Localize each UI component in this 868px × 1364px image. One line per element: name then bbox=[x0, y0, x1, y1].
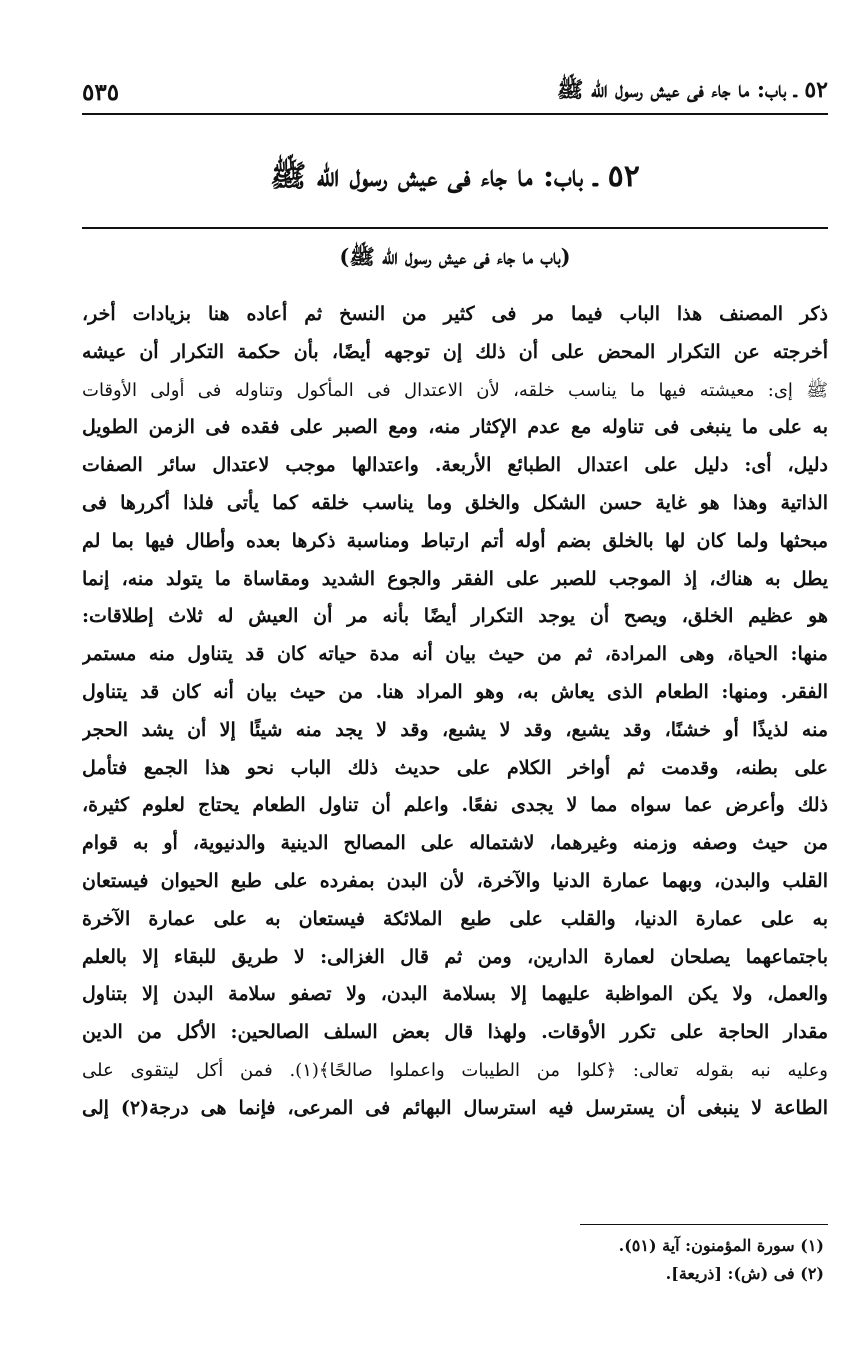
text-line: باجتماعهما يصلحان لعمارة الدارين، ومن ثم قال الغزالى: لا طريق للبقاء إلا بالعلم bbox=[82, 945, 828, 968]
sub-heading: (باب ما جاء فى عيش رسول الله ﷺ) bbox=[339, 244, 571, 269]
text-line: ذكر المصنف هذا الباب فيما مر فى كثير من النسخ ثم أعاده هنا بزيادات أخر، bbox=[82, 303, 828, 325]
text-line: يطل به هناك، إذ الموجب للصبر على الفقر والجوع الشديد ومقاساة ما يتولد منه، إنما bbox=[82, 567, 828, 590]
text-line: أخرجته عن التكرار المحض على أن ذلك إن توجهه أيضًا، بأن حكمة التكرار أن عيشه bbox=[82, 340, 828, 363]
text-line: هو عظيم الخلق، ويصح أن يوجد التكرار أيضًا بأنه مر أن العيش له ثلاث إطلاقات: bbox=[82, 605, 828, 628]
footnote: (١) سورة المؤمنون: آية (٥١). bbox=[618, 1236, 824, 1255]
footnote-rule bbox=[580, 1224, 828, 1225]
header-rule bbox=[82, 113, 828, 115]
page-number: ٥٣٥ bbox=[82, 78, 120, 106]
text-line: مبحثها ولما كان لها بالخلق بضم أوله أتم ارتباط ومناسبة ذكرها بعده وأطال فيها بما لم bbox=[82, 529, 828, 552]
footnotes bbox=[82, 1232, 824, 1288]
text-line: والعمل، ولا يكن المواظبة عليهما إلا بسلامة البدن، ولا تصفو سلامة البدن إلا بتناول bbox=[82, 983, 828, 1006]
text-line: ﷺ إى: معيشته فيها ما يناسب خلقه، لأن الاعتدال فى المأكول وتناوله فى أولى الأوقات bbox=[82, 379, 828, 401]
text-line: الذاتية وهذا هو غاية حسن الشكل والخلق وما يناسب خلقه كما يأتى فلذا أكررها فى bbox=[82, 491, 828, 514]
text-line: منه لذيذًا أو خشنًا، وقد يشبع، وقد لا يشبع، وقد لا يجد منه شيئًا إلا أن يشد الحجر bbox=[82, 718, 828, 741]
text-line: القلب والبدن، وبهما عمارة الدنيا والآخرة، لأن البدن بمفرده على طبع الحيوان فيستعان bbox=[82, 869, 828, 892]
text-line: من حيث وصفه وزمنه وغيرهما، لاشتماله على المصالح الدينية والدنيوية، أو به قوام bbox=[82, 832, 828, 855]
text-line: منها: الحياة، وهى المرادة، ثم من حيث بيان أنه مدة حياته كان قد يتناول منه مستمر bbox=[82, 643, 828, 666]
running-header bbox=[82, 72, 828, 112]
footnote: (٢) فى (ش): [ذريعة]. bbox=[665, 1264, 824, 1283]
text-line: على بطنه، وقدمت ثم أواخر الكلام على حديث ذلك الباب نحو هذا الجمع فتأمل bbox=[82, 756, 828, 779]
text-line: مقدار الحاجة على تكرر الأوقات. ولهذا قال بعض السلف الصالحين: الأكل من الدين bbox=[82, 1021, 828, 1044]
text-line: وعليه نبه بقوله تعالى: ﴿كلوا من الطيبات واعملوا صالحًا﴾(١). فمن أكل ليتقوى على bbox=[82, 1059, 828, 1081]
body-text bbox=[82, 296, 828, 1128]
chapter-title: ٥٢ ـ باب: ما جاء فى عيش رسول الله ﷺ bbox=[270, 159, 640, 194]
text-line: ذلك وأعرض عما سواه مما لا يجدى نفعًا. واعلم أن تناول الطعام يحتاج لعلوم كثيرة، bbox=[82, 794, 828, 817]
text-line: به على ما ينبغى فى تناوله مع عدم الإكثار منه، ومع الصبر على فقده فى الزمن الطويل bbox=[82, 416, 828, 439]
text-line: الفقر. ومنها: الطعام الذى يعاش به، وهو المراد هنا. من حيث بيان أنه كان قد يتناول bbox=[82, 680, 828, 703]
text-line: دليل، أى: دليل على اعتدال الطبائع الأربعة. واعتدالها موجب لاعتدال سائر الصفات bbox=[82, 454, 828, 477]
text-line: به على عمارة الدنيا، والقلب على طبع الملائكة فيستعان به على عمارة الآخرة bbox=[82, 907, 828, 930]
running-title: ٥٢ ـ باب: ما جاء فى عيش رسول الله ﷺ bbox=[556, 77, 828, 103]
title-rule bbox=[82, 227, 828, 229]
text-line: الطاعة لا ينبغى أن يسترسل فيه استرسال البهائم فى المرعى، فإنما هى درجة(٢) إلى bbox=[82, 1096, 828, 1119]
